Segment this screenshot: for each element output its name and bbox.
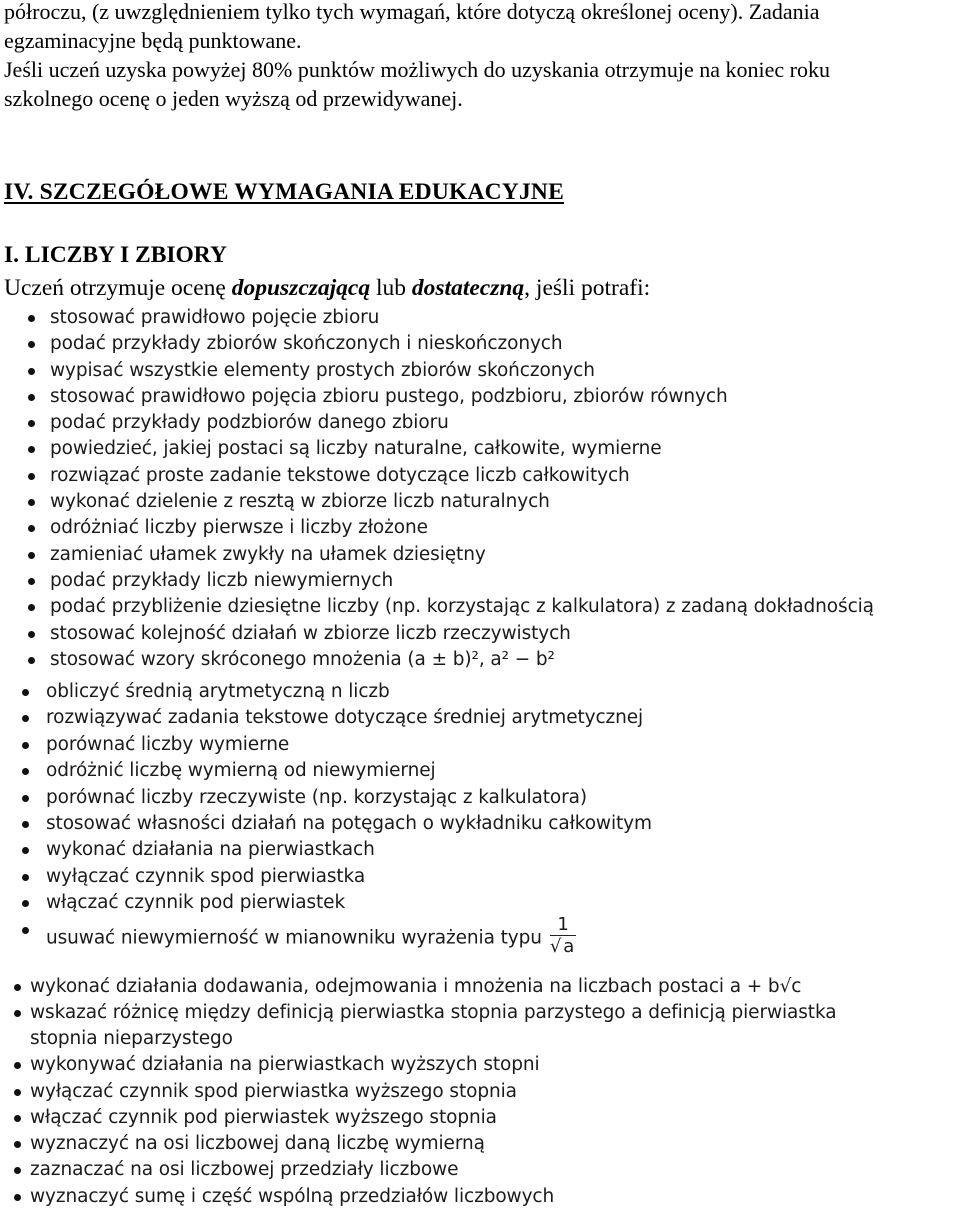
list-item: powiedzieć, jakiej postaci są liczby naturalne, całkowite, wymierne xyxy=(30,436,874,462)
list-item: wypisać wszystkie elementy prostych zbiorów skończonych xyxy=(30,358,874,384)
list-item: włączać czynnik pod pierwiastek xyxy=(28,890,652,916)
intro-line: egzaminacyjne będą punktowane. xyxy=(4,28,302,53)
requirements-list-b xyxy=(28,679,652,959)
list-item: stosować prawidłowo pojęcia zbioru pustego, podzbioru, zbiorów równych xyxy=(30,384,874,410)
list-item: wykonywać działania na pierwiastkach wyższych stopni xyxy=(30,1052,900,1078)
intro-line: Jeśli uczeń uzyska powyżej 80% punktów możliwych do uzyskania otrzymuje na koniec roku xyxy=(4,57,830,82)
list-item: włączać czynnik pod pierwiastek wyższego stopnia xyxy=(30,1105,900,1131)
list-item: wyłączać czynnik spod pierwiastka xyxy=(28,864,652,890)
list-item: wyznaczyć sumę i część wspólną przedziałów liczbowych xyxy=(30,1184,900,1210)
requirements-list-c xyxy=(30,974,900,1210)
list-item: obliczyć średnią arytmetyczną n liczb xyxy=(28,679,652,705)
list-item: wskazać różnicę między definicją pierwiastka stopnia parzystego a definicją pierwiastka stopnia nieparzystego xyxy=(30,1000,900,1052)
list-item: podać przybliżenie dziesiętne liczby (np. korzystając z kalkulatora) z zadaną dokładnością xyxy=(30,594,874,620)
lead-after: , jeśli potrafi: xyxy=(524,275,651,301)
list-item: zamieniać ułamek zwykły na ułamek dziesiętny xyxy=(30,542,874,568)
fraction-numerator: 1 xyxy=(550,915,576,936)
list-item: wyznaczyć na osi liczbowej daną liczbę wymierną xyxy=(30,1131,900,1157)
list-item: stosować kolejność działań w zbiorze liczb rzeczywistych xyxy=(30,621,874,647)
intro-line: półroczu, (z uwzględnieniem tylko tych wymagań, które dotyczą określonej oceny). Zadania xyxy=(4,0,820,24)
list-item: zaznaczać na osi liczbowej przedziały liczbowe xyxy=(30,1157,900,1183)
lead-middle: lub xyxy=(370,275,412,301)
list-item: wyłączać czynnik spod pierwiastka wyższego stopnia xyxy=(30,1079,900,1105)
list-item: stosować prawidłowo pojęcie zbioru xyxy=(30,305,874,331)
fraction-expression xyxy=(550,915,576,958)
list-item: wykonać działania na pierwiastkach xyxy=(28,837,652,863)
list-item: odróżniać liczby pierwsze i liczby złożone xyxy=(30,515,874,541)
intro-paragraph xyxy=(4,0,960,113)
list-item: rozwiązać proste zadanie tekstowe dotyczące liczb całkowitych xyxy=(30,463,874,489)
list-item: rozwiązywać zadania tekstowe dotyczące średniej arytmetycznej xyxy=(28,705,652,731)
list-item: podać przykłady liczb niewymiernych xyxy=(30,568,874,594)
list-item: porównać liczby rzeczywiste (np. korzystając z kalkulatora) xyxy=(28,785,652,811)
fraction-denominator: √ a xyxy=(549,935,575,957)
grade-dostateczna: dostateczną xyxy=(411,275,525,301)
list-item: stosować wzory skróconego mnożenia (a ± b)², a² − b² xyxy=(30,647,874,673)
section-title: IV. SZCZEGÓŁOWE WYMAGANIA EDUKACYJNE xyxy=(4,179,564,205)
requirements-list-a xyxy=(30,305,874,673)
list-item: wykonać dzielenie z resztą w zbiorze liczb naturalnych xyxy=(30,489,874,515)
sqrt-radicand: a xyxy=(563,935,575,957)
intro-line: szkolnego ocenę o jeden wyższą od przewidywanej. xyxy=(4,86,463,111)
list-item: wykonać działania dodawania, odejmowania i mnożenia na liczbach postaci a + b√c xyxy=(30,974,900,1000)
list-item: stosować własności działań na potęgach o wykładniku całkowitym xyxy=(28,811,652,837)
list-item: podać przykłady podzbiorów danego zbioru xyxy=(30,410,874,436)
list-item: porównać liczby wymierne xyxy=(28,732,652,758)
lead-sentence xyxy=(4,274,650,303)
lead-before: Uczeń otrzymuje ocenę xyxy=(4,275,232,301)
list-item: odróżnić liczbę wymierną od niewymiernej xyxy=(28,758,652,784)
subsection-title: I. LICZBY I ZBIORY xyxy=(4,242,227,268)
grade-dopuszczajaca: dopuszczającą xyxy=(231,275,371,301)
list-item xyxy=(28,913,652,959)
list-item: podać przykłady zbiorów skończonych i nieskończonych xyxy=(30,331,874,357)
list-item-text: usuwać niewymierność w mianowniku wyrażenia typu xyxy=(46,927,542,949)
